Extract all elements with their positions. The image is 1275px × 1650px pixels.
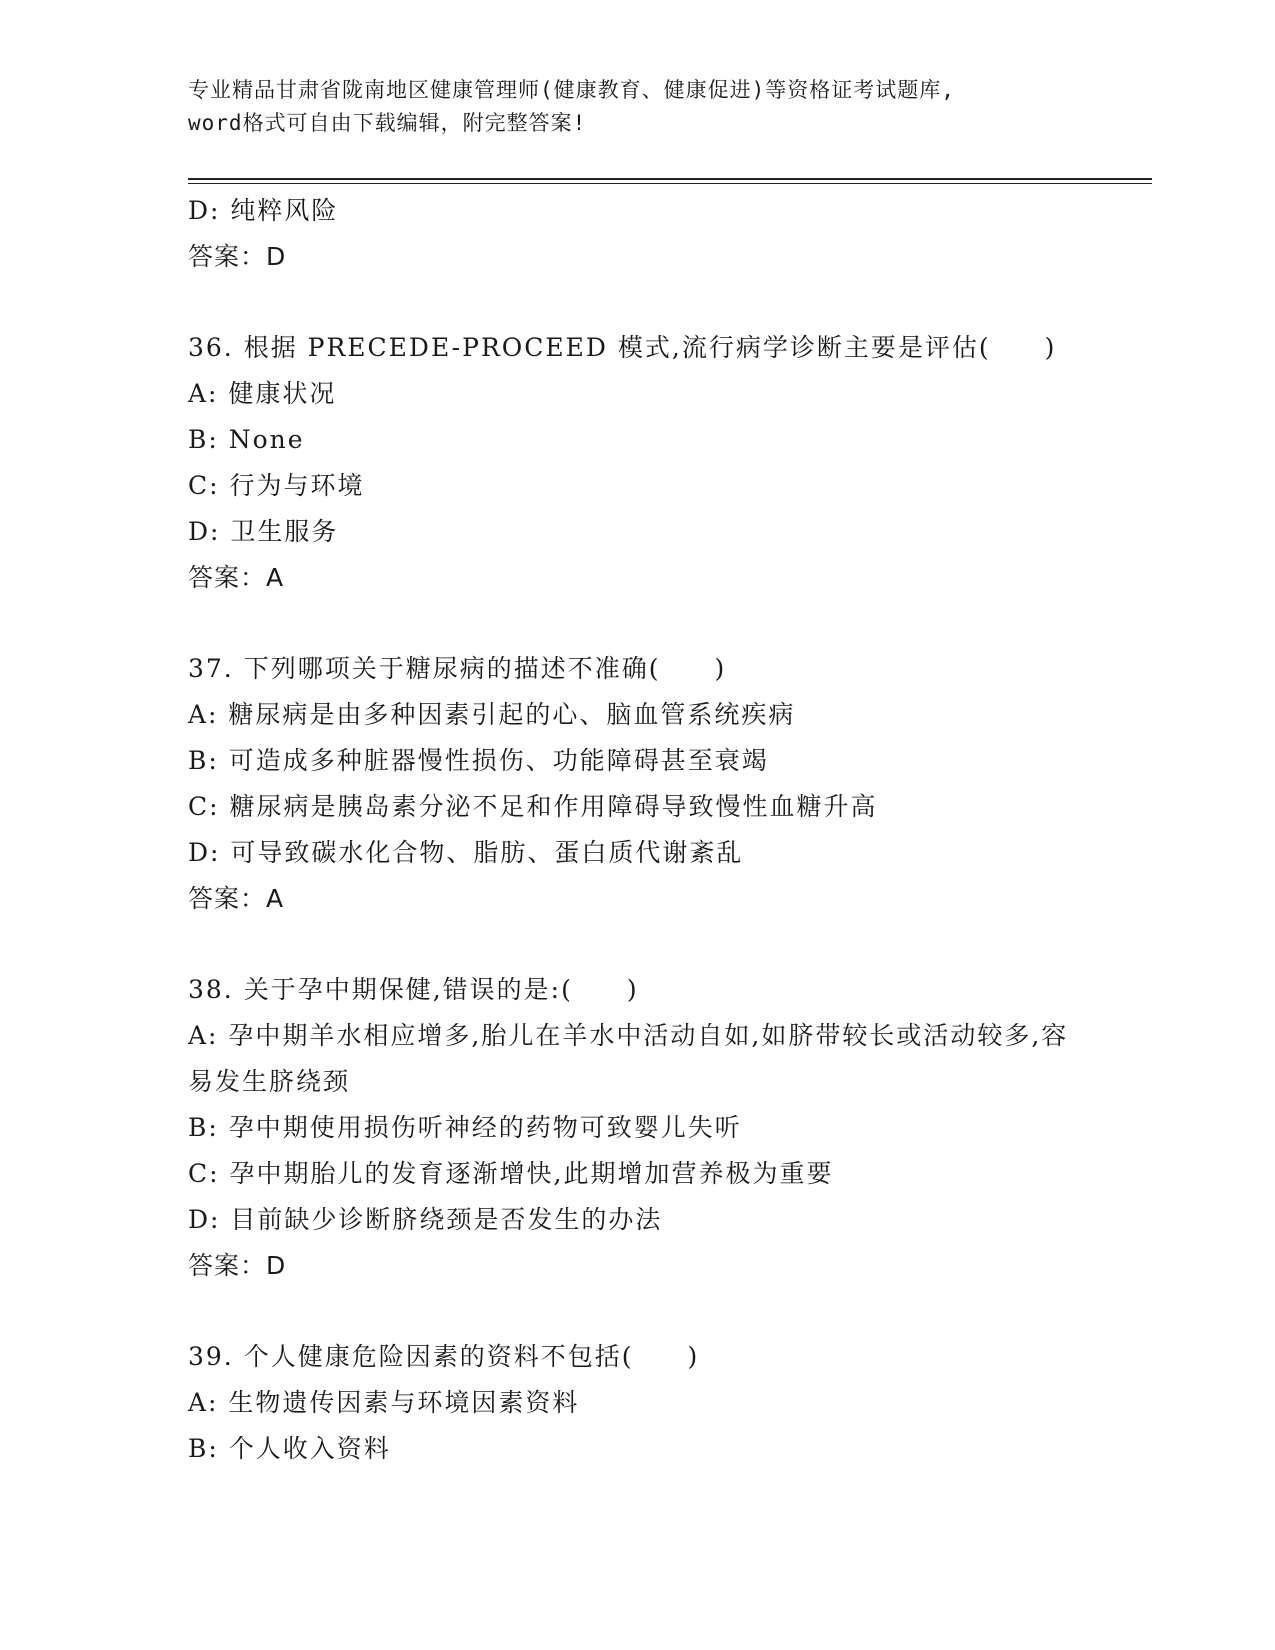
option-b: B: 个人收入资料 bbox=[188, 1434, 391, 1463]
option-d: D: 可导致碳水化合物、脂肪、蛋白质代谢紊乱 bbox=[188, 838, 744, 867]
header-divider-thin bbox=[188, 183, 1152, 184]
option-a: A: 健康状况 bbox=[188, 379, 337, 408]
option-b: B: None bbox=[188, 425, 305, 454]
option-a: A: 糖尿病是由多种因素引起的心、脑血管系统疾病 bbox=[188, 700, 796, 729]
answer-line: 答案：D bbox=[188, 1251, 287, 1280]
option-c: C: 行为与环境 bbox=[188, 471, 365, 500]
option-d: D: 纯粹风险 bbox=[188, 196, 339, 225]
answer-line: 答案：D bbox=[188, 242, 287, 271]
answer-line: 答案：A bbox=[188, 884, 285, 913]
option-a: A: 生物遗传因素与环境因素资料 bbox=[188, 1388, 580, 1417]
header-line-2: word格式可自由下载编辑，附完整答案! bbox=[188, 111, 587, 135]
question-stem: 37. 下列哪项关于糖尿病的描述不准确( ) bbox=[188, 654, 727, 683]
spacer bbox=[188, 601, 1088, 646]
answer-line: 答案：A bbox=[188, 563, 285, 592]
spacer bbox=[188, 280, 1088, 325]
option-c: C: 孕中期胎儿的发育逐渐增快,此期增加营养极为重要 bbox=[188, 1159, 834, 1188]
question-content bbox=[188, 188, 1088, 1472]
spacer bbox=[188, 922, 1088, 967]
question-stem: 38. 关于孕中期保健,错误的是:( ) bbox=[188, 975, 639, 1004]
option-d: D: 目前缺少诊断脐绕颈是否发生的办法 bbox=[188, 1205, 663, 1234]
question-39 bbox=[188, 1334, 1088, 1472]
option-d: D: 卫生服务 bbox=[188, 517, 339, 546]
question-37 bbox=[188, 646, 1088, 922]
option-a: A: 孕中期羊水相应增多,胎儿在羊水中活动自如,如脐带较长或活动较多,容易发生脐绕颈 bbox=[188, 1021, 1069, 1096]
document-header bbox=[188, 74, 1068, 140]
option-c: C: 糖尿病是胰岛素分泌不足和作用障碍导致慢性血糖升高 bbox=[188, 792, 878, 821]
header-line-1: 专业精品甘肃省陇南地区健康管理师(健康教育、健康促进)等资格证考试题库, bbox=[188, 78, 955, 102]
question-stem: 39. 个人健康危险因素的资料不包括( ) bbox=[188, 1342, 700, 1371]
spacer bbox=[188, 1289, 1088, 1334]
question-38 bbox=[188, 967, 1088, 1289]
header-divider-thick bbox=[188, 178, 1152, 180]
option-b: B: 孕中期使用损伤听神经的药物可致婴儿失听 bbox=[188, 1113, 742, 1142]
option-b: B: 可造成多种脏器慢性损伤、功能障碍甚至衰竭 bbox=[188, 746, 769, 775]
question-stem: 36. 根据 PRECEDE-PROCEED 模式,流行病学诊断主要是评估( ) bbox=[188, 333, 1057, 362]
question-36 bbox=[188, 325, 1088, 601]
